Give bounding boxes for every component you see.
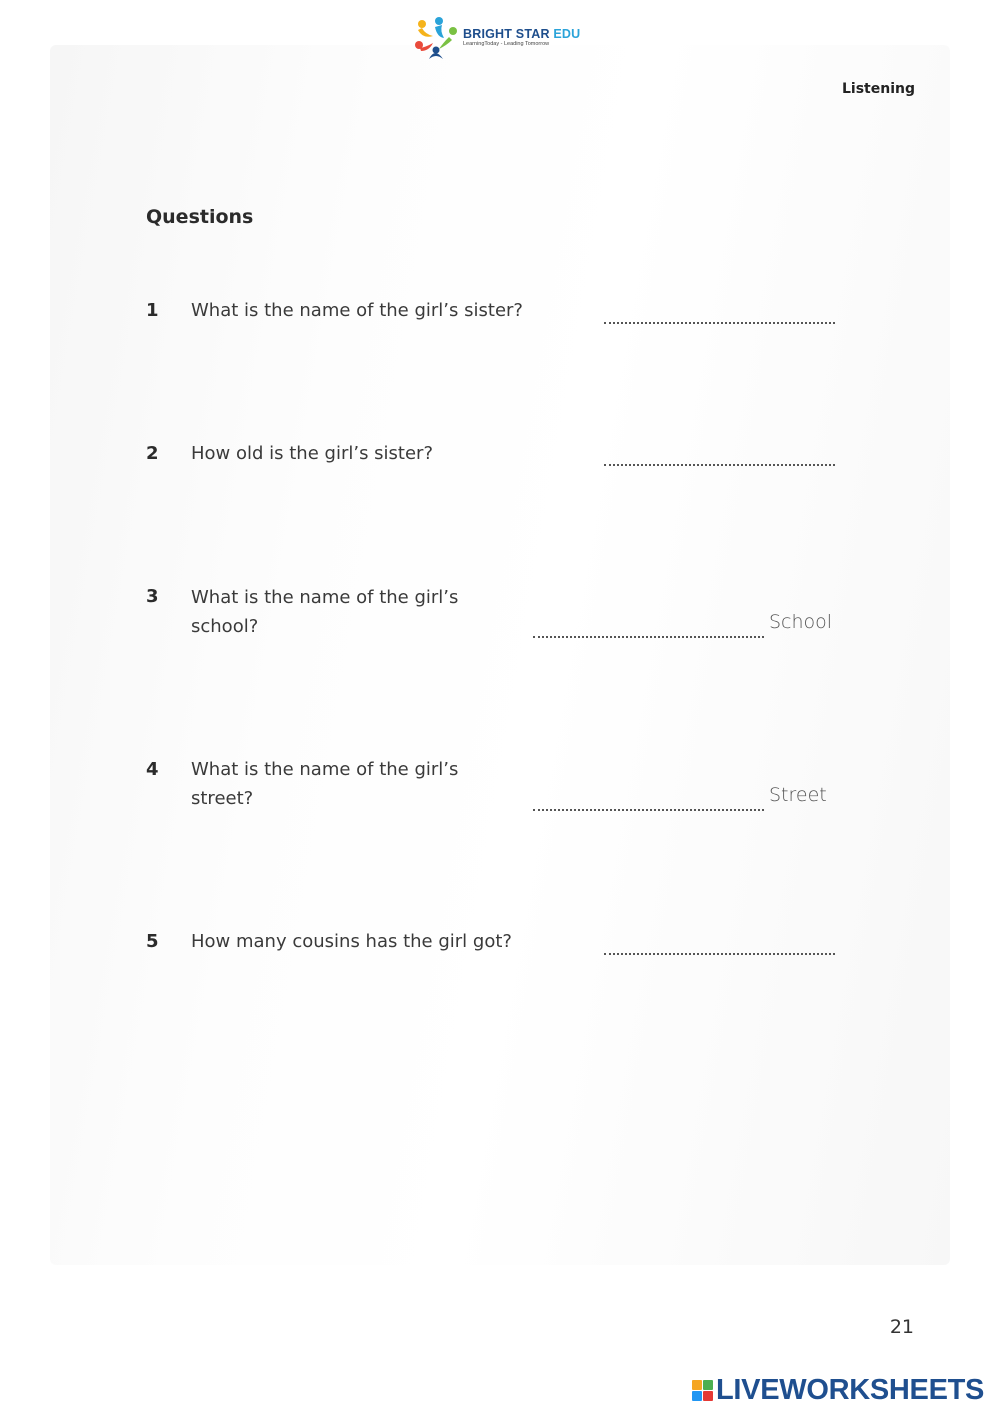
question-3-answer-line[interactable] xyxy=(533,622,764,638)
question-5-answer-line[interactable] xyxy=(604,939,835,955)
liveworksheets-logo-icon xyxy=(692,1380,713,1401)
page-heading: Questions xyxy=(146,206,254,228)
question-4-text xyxy=(191,755,531,813)
brand-name: BRIGHT STAR EDU xyxy=(463,27,581,41)
question-1-number: 1 xyxy=(146,300,159,321)
question-2-text: How old is the girl’s sister? xyxy=(191,443,434,464)
question-5-text: How many cousins has the girl got? xyxy=(191,931,512,952)
question-3-line-1: What is the name of the girl’s xyxy=(191,587,459,608)
bright-star-logo-icon xyxy=(413,15,459,61)
question-5-number: 5 xyxy=(146,931,159,952)
question-1-text: What is the name of the girl’s sister? xyxy=(191,300,523,321)
question-4-number: 4 xyxy=(146,759,159,780)
question-3-number: 3 xyxy=(146,586,159,607)
question-3-suffix: School xyxy=(769,611,833,633)
question-4-line-2: street? xyxy=(191,788,254,809)
liveworksheets-wordmark: LIVEWORKSHEETS xyxy=(716,1373,985,1406)
brand-logo xyxy=(413,14,583,62)
question-4-line-1: What is the name of the girl’s xyxy=(191,759,459,780)
page-background xyxy=(50,45,950,1265)
question-2-number: 2 xyxy=(146,443,159,464)
page-number: 21 xyxy=(889,1316,914,1338)
liveworksheets-watermark xyxy=(692,1374,984,1406)
question-1-answer-line[interactable] xyxy=(604,308,835,324)
section-label: Listening xyxy=(842,81,915,97)
question-4-suffix: Street xyxy=(769,784,827,806)
brand-tagline: LearningToday - Leading Tomorrow xyxy=(463,41,550,47)
question-3-text xyxy=(191,583,531,641)
question-4-answer-line[interactable] xyxy=(533,795,764,811)
question-3-line-2: school? xyxy=(191,616,259,637)
question-2-answer-line[interactable] xyxy=(604,450,835,466)
brand-text xyxy=(463,28,580,48)
